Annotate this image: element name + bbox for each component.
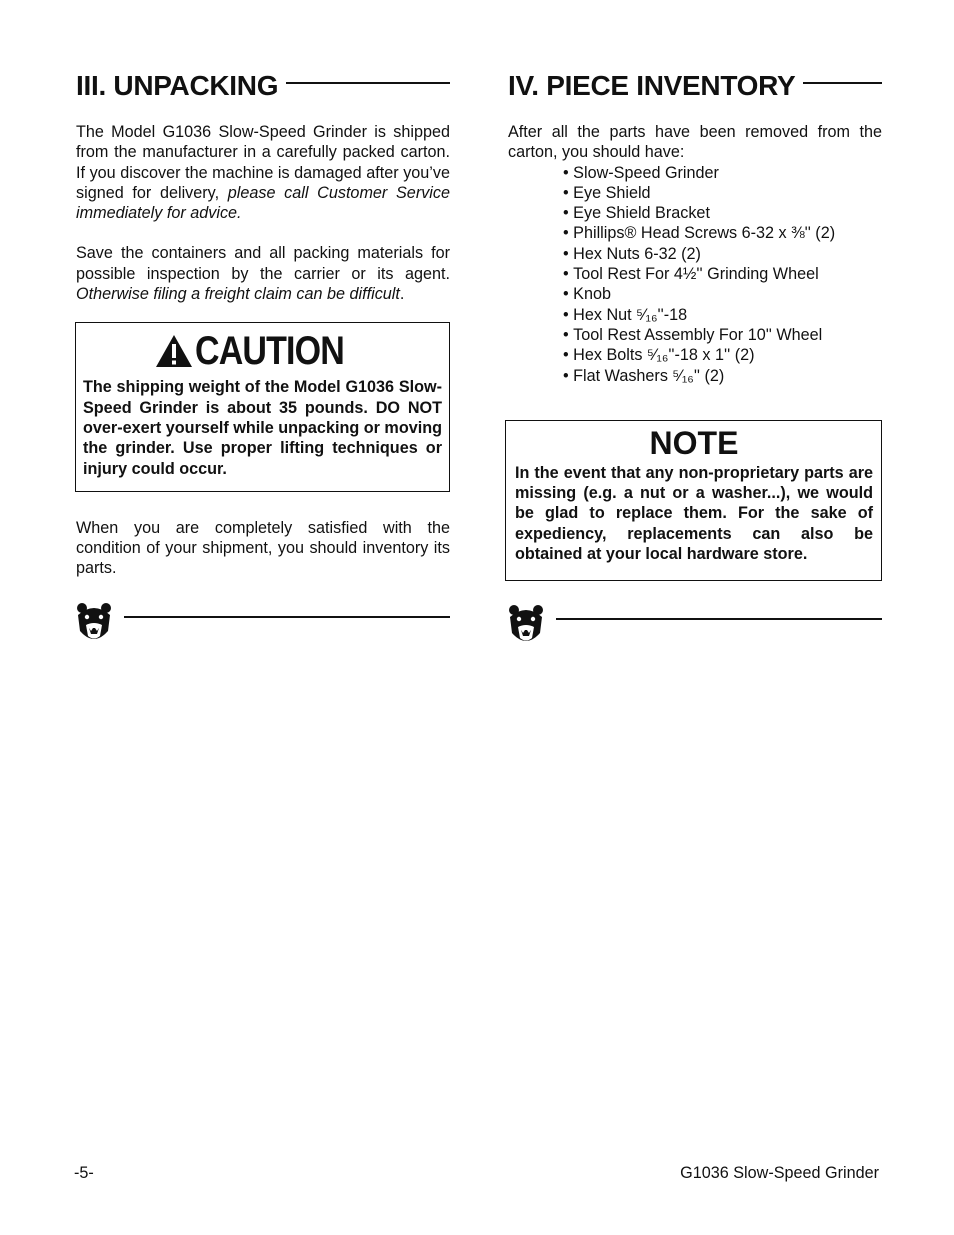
- heading-rule: [803, 82, 882, 84]
- parts-list: [508, 163, 882, 386]
- unpacking-section: [76, 68, 450, 645]
- note-title: NOTE: [649, 424, 739, 461]
- section-title: III. UNPACKING: [76, 70, 279, 101]
- list-item: • Eye Shield Bracket: [563, 203, 882, 223]
- list-item: • Tool Rest For 4½'' Grinding Wheel: [563, 264, 882, 284]
- bear-logo-icon: [76, 601, 112, 645]
- bear-logo-icon: [508, 603, 544, 647]
- unpacking-paragraph-2: [76, 243, 450, 304]
- manual-title: G1036 Slow-Speed Grinder: [680, 1164, 879, 1182]
- note-text: In the event that any non-proprietary parts are missing (e.g. a nut or a washer...), we would be glad to replace them. For the sake of expediency, replacements can also be obtained at your local hardware store.: [515, 463, 873, 564]
- page-number: -5-: [74, 1164, 94, 1182]
- paragraph-end: .: [399, 285, 405, 304]
- end-rule: [556, 618, 882, 620]
- unpacking-paragraph-3: When you are completely satisfied with the condition of your shipment, you should inventory its parts.: [76, 518, 450, 578]
- paragraph-italic-text: please call Customer Service immediately for advice.: [76, 183, 450, 223]
- section-end-marker: [76, 601, 450, 645]
- caution-title: CAUTION: [194, 329, 344, 374]
- paragraph-text: The Model G1036 Slow-Speed Grinder is shipped from the manufacturer in a carefully packed carton. If you discover the machine is damaged after you’ve signed for delivery,: [76, 123, 450, 202]
- list-item: • Hex Bolts ⁵⁄₁₆''-18 x 1'' (2): [563, 345, 882, 365]
- list-item: • Tool Rest Assembly For 10'' Wheel: [563, 325, 882, 345]
- caution-header: [83, 329, 442, 374]
- caution-box: [75, 322, 450, 491]
- piece-inventory-section: [508, 68, 882, 647]
- paragraph-text: Save the containers and all packing materials for possible inspection by the carrier or its agent.: [76, 244, 450, 283]
- list-item: • Flat Washers ⁵⁄₁₆'' (2): [563, 366, 882, 386]
- warning-triangle-icon: [155, 334, 193, 368]
- heading-rule: [286, 82, 450, 84]
- unpacking-paragraph-1: [76, 122, 450, 223]
- list-item: • Eye Shield: [563, 183, 882, 203]
- inventory-heading: [508, 68, 882, 104]
- paragraph-italic-text: Otherwise filing a freight claim can be difficult: [76, 285, 400, 304]
- section-end-marker: [508, 603, 882, 647]
- list-item: • Knob: [563, 284, 882, 304]
- caution-text: The shipping weight of the Model G1036 Slow-Speed Grinder is about 35 pounds. DO NOT over-exert yourself while unpacking or moving the grinder. Use proper lifting techniques or injury could occur.: [83, 378, 442, 478]
- end-rule: [124, 616, 450, 618]
- section-title: IV. PIECE INVENTORY: [508, 70, 796, 101]
- unpacking-heading: [76, 68, 450, 104]
- note-box: [505, 420, 882, 581]
- list-item: • Phillips® Head Screws 6-32 x ⅜'' (2): [563, 223, 882, 243]
- list-item: • Hex Nut ⁵⁄₁₆''-18: [563, 305, 882, 325]
- list-item: • Slow-Speed Grinder: [563, 163, 882, 183]
- list-item: • Hex Nuts 6-32 (2): [563, 244, 882, 264]
- inventory-intro: After all the parts have been removed from the carton, you should have:: [508, 123, 882, 162]
